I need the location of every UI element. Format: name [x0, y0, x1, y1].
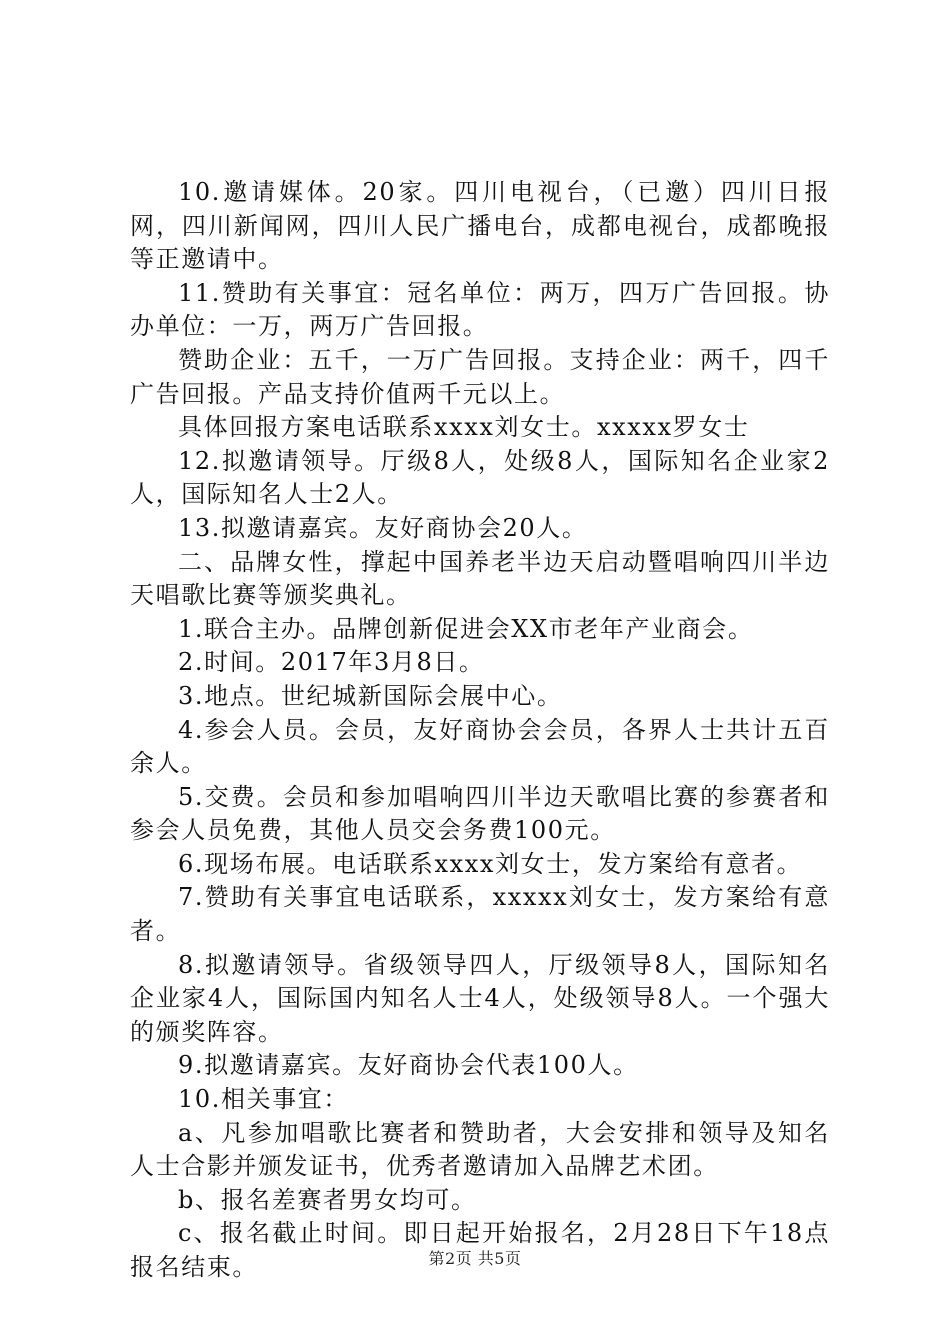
paragraph-ceremony-guests: 9.拟邀请嘉宾。友好商协会代表100人。: [178, 1051, 639, 1080]
paragraph-invite-guests: 13.拟邀请嘉宾。友好商协会20人。: [178, 513, 588, 542]
paragraph-sponsorship-contact: 7.赞助有关事宜电话联系，xxxxx刘女士，发方案给有意者。: [130, 883, 830, 946]
paragraph-organizers: 1.联合主办。品牌创新促进会XX市老年产业商会。: [178, 614, 754, 643]
paragraph-sponsorship: 11.赞助有关事宜：冠名单位：两万，四万广告回报。协办单位：一万，两万广告回报。: [130, 278, 830, 341]
paragraph-venue-setup: 6.现场布展。电话联系xxxx刘女士，发方案给有意者。: [178, 849, 803, 878]
document-body: [130, 176, 830, 1285]
list-item-c: c、报名截止时间。即日起开始报名，2月28日下午18点报名结束。: [130, 1219, 830, 1281]
list-item-a: a、凡参加唱歌比赛者和赞助者，大会安排和领导及知名人士合影并颁发证书，优秀者邀请加入品牌艺术团。: [130, 1118, 830, 1181]
paragraph-attendees: 4.参会人员。会员，友好商协会会员，各界人士共计五百余人。: [130, 715, 830, 778]
paragraph-related-matters: 10.相关事宜：: [178, 1085, 349, 1114]
section-heading-ceremony: 二、品牌女性，撑起中国养老半边天启动暨唱响四川半边天唱歌比赛等颁奖典礼。: [130, 547, 830, 610]
page-footer: [0, 1246, 950, 1269]
paragraph-contact: 具体回报方案电话联系xxxx刘女士。xxxxx罗女士: [178, 413, 750, 442]
paragraph-ceremony-leaders: 8.拟邀请领导。省级领导四人，厅级领导8人，国际知名企业家4人，国际国内知名人士4人，处级领导8人。一个强大的颁奖阵容。: [130, 950, 830, 1046]
paragraph-fees: 5.交费。会员和参加唱响四川半边天歌唱比赛的参赛者和参会人员免费，其他人员交会务费100元。: [130, 782, 830, 845]
page-number-indicator: 第2页 共5页: [428, 1249, 522, 1268]
paragraph-time: 2.时间。2017年3月8日。: [178, 648, 485, 677]
paragraph-location: 3.地点。世纪城新国际会展中心。: [178, 681, 563, 710]
paragraph-media-invitation: 10.邀请媒体。20家。四川电视台，（已邀）四川日报网，四川新闻网，四川人民广播电台，成都电视台，成都晚报等正邀请中。: [130, 178, 830, 274]
paragraph-invite-leaders: 12.拟邀请领导。厅级8人，处级8人，国际知名企业家2人，国际知名人士2人。: [130, 446, 830, 509]
list-item-b: b、报名差赛者男女均可。: [178, 1185, 477, 1214]
paragraph-sponsor-companies: 赞助企业：五千，一万广告回报。支持企业：两千，四千广告回报。产品支持价值两千元以上。: [130, 345, 830, 408]
